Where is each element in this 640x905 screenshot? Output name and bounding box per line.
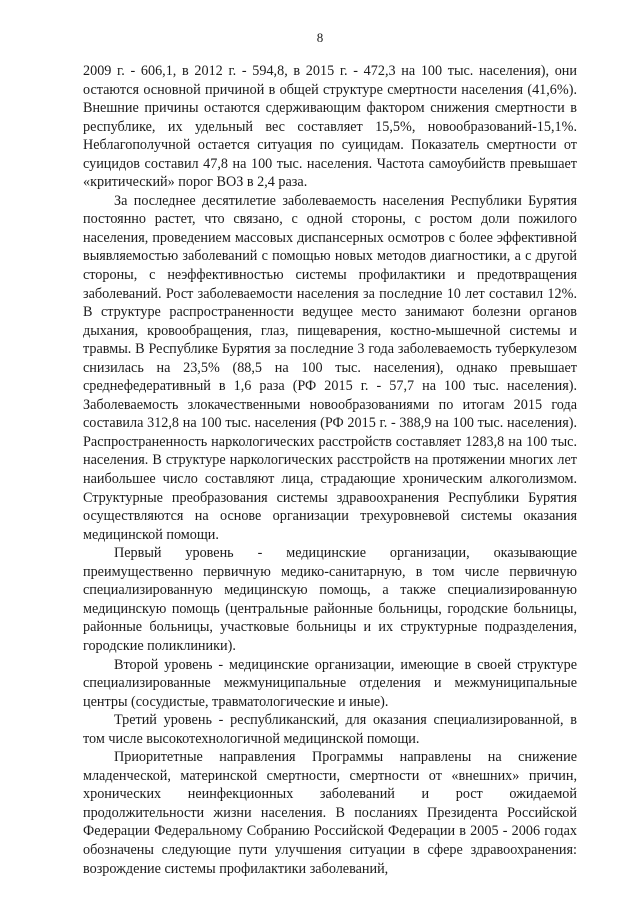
document-body	[83, 62, 577, 878]
page-number: 8	[316, 30, 324, 45]
paragraph-second-level: Второй уровень - медицинские организации, имеющие в своей структуре специализированные межмуниципальные отделения и межмуниципальные центры (сосудистые, травматологические и иные).	[83, 656, 577, 710]
paragraph-third-level: Третий уровень - республиканский, для оказания специализированной, в том числе высокотехнологичной медицинской помощи.	[83, 712, 577, 747]
paragraph-priorities: Приоритетные направления Программы направлены на снижение младенческой, материнской смертности, смертности от «внешних» причин, хронических неинфекционных заболеваний и рост ожидаемой продолжительности жизни населения. В посланиях Президента Российской Федерации Федеральному Собранию Российской Федерации в 2005 - 2006 годах обозначены следующие пути улучшения ситуации в сфере здравоохранения: возрождение системы профилактики заболеваний,	[83, 749, 577, 877]
paragraph-mortality-continuation: 2009 г. - 606,1, в 2012 г. - 594,8, в 2015 г. - 472,3 на 100 тыс. населения), они остаются основной причиной в общей структуре смертности населения (41,6%). Внешние причины остаются сдерживающим фактором снижения смертности в республике, их удельный вес составляет 15,5%, новообразований-15,1%. Неблагополучной остается ситуация по суицидам. Показатель смертности от суицидов составил 47,8 на 100 тыс. населения. Частота самоубийств превышает «критический» порог ВОЗ в 2,4 раза.	[83, 63, 577, 191]
paragraph-morbidity: За последнее десятилетие заболеваемость населения Республики Бурятия постоянно растет, что связано, с одной стороны, с ростом доли пожилого населения, проведением массовых диспансерных осмотров с более эффективной выявляемостью заболеваний с помощью новых методов диагностики, а с другой стороны, с неэффективностью системы профилактики и предотвращения заболеваний. Рост заболеваемости населения за последние 10 лет составил 12%. В структуре распространенности ведущее место занимают болезни органов дыхания, кровообращения, глаз, пищеварения, костно-мышечной системы и травмы. В Республике Бурятия за последние 3 года заболеваемость туберкулезом снизилась на 23,5% (88,5 на 100 тыс. населения), однако превышает среднефедеративный в 1,6 раза (РФ 2015 г. - 57,7 на 100 тыс. населения). Заболеваемость злокачественными новообразованиями по итогам 2015 года составила 312,8 на 100 тыс. населения (РФ 2015 г. - 388,9 на 100 тыс. населения). Распространенность наркологических расстройств составляет 1283,8 на 100 тыс. населения. В структуре наркологических расстройств на протяжении многих лет наибольшее число составляют лица, страдающие хроническим алкоголизмом. Структурные преобразования системы здравоохранения Республики Бурятия осуществляются на основе организации трехуровневой системы оказания медицинской помощи.	[83, 192, 577, 543]
paragraph-first-level: Первый уровень - медицинские организации, оказывающие преимущественно первичную медико-санитарную, в том числе первичную специализированную медицинскую помощь, а также специализированную медицинскую помощь (центральные районные больницы, городские больницы, районные больницы, участковые больницы и их структурные подразделения, городские поликлиники).	[83, 545, 577, 654]
